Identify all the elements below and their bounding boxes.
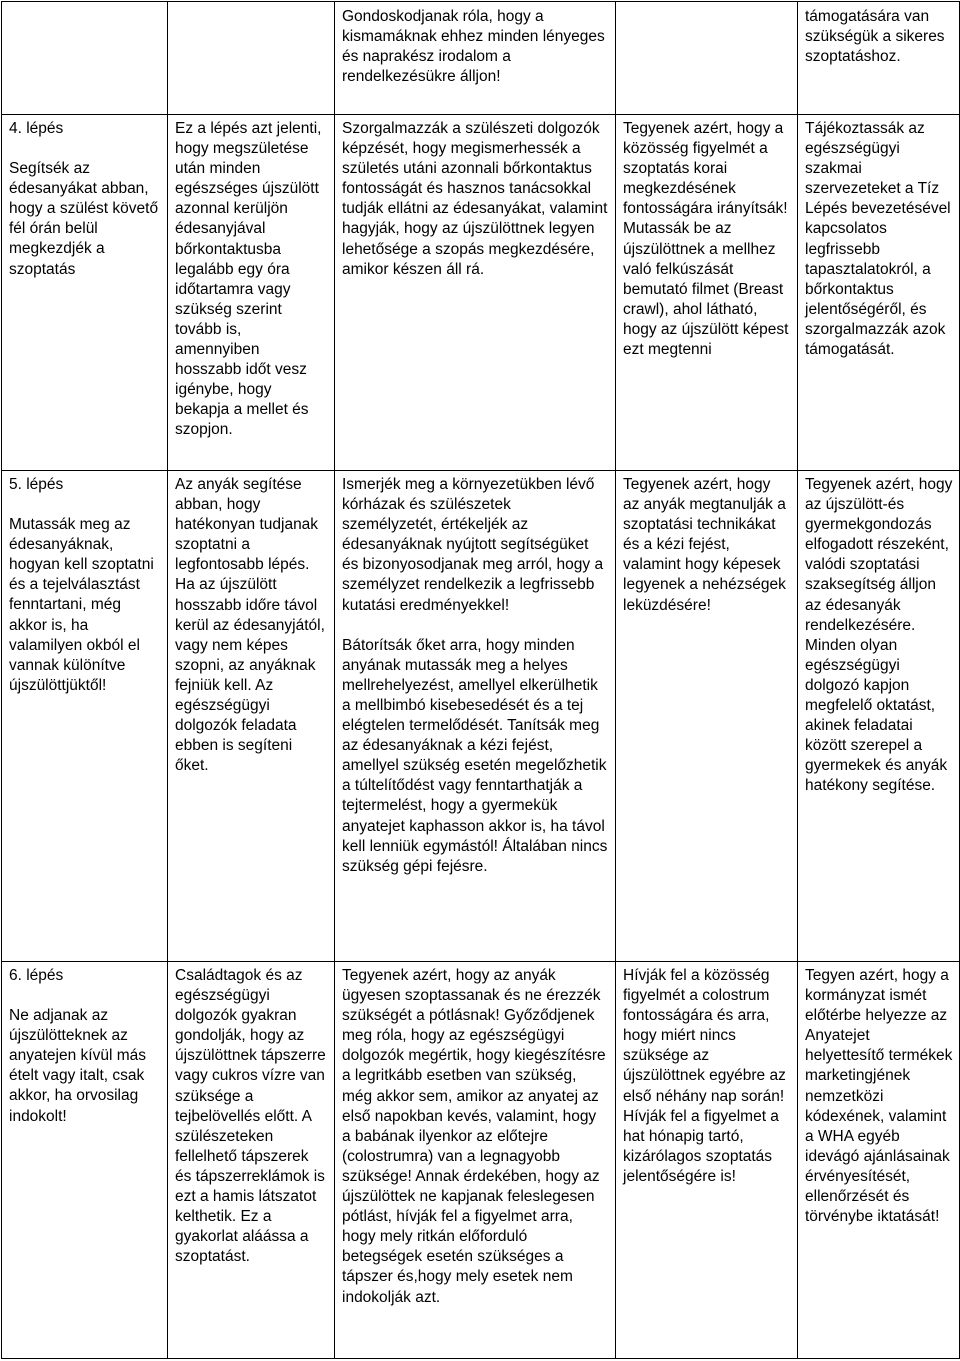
explanation-cell bbox=[168, 471, 335, 962]
step-cell bbox=[2, 962, 168, 1359]
policy-cell bbox=[798, 962, 960, 1359]
cell-paragraph: Ez a lépés azt jelenti, hogy megszületése után minden egészséges újszülött azonnal kerüljön édesanyjával bőrkontaktusba legalább egy óra időtartamra vagy szükség szerint tovább is, amennyiben hosszabb időt vesz igénybe, hogy bekapja a mellet és szopjon. bbox=[175, 120, 322, 439]
step-number: 5. lépés bbox=[9, 476, 64, 493]
action-cell bbox=[335, 2, 616, 115]
step-title: Segítsék az édesanyákat abban, hogy a szülést követő fél órán belül megkezdjék a szoptatás bbox=[9, 160, 159, 278]
action-cell bbox=[335, 962, 616, 1359]
cell-paragraph: Tegyenek azért, hogy az anyák ügyesen szoptassanak és ne érezzék szükségét a pótlásnak! Győződjenek meg róla, hogy az egészségügyi dolgozók megértik, hogy kiegészítésre a legritkább esetben van szükség, még akkor sem, amikor az anyatej az első napokban kevés, valamint, hogy a babának ilyenkor az előtejre (colostrumra) van a legnagyobb szüksége! Annak érdekében, hogy az újszülöttek ne kapjanak feleslegesen pótlást, hívják fel a figyelmet arra, hogy mely ritkán előforduló betegségek esetén szükséges a tápszer és,hogy mely esetek nem indokolják azt. bbox=[342, 967, 606, 1306]
step-cell bbox=[2, 471, 168, 962]
community-cell bbox=[616, 471, 798, 962]
cell-paragraph: Tegyenek azért, hogy az újszülött-és gyermekgondozás elfogadott részeként, valódi szoptatási szaksegítség álljon az édesanyák rendelkezésére. Minden olyan egészségügyi dolgozó kapjon megfelelő oktatást, akinek feladatai között szerepel a gyermekek és anyák hatékony segítése. bbox=[805, 476, 953, 795]
step-title: Ne adjanak az újszülötteknek az anyatejen kívül más ételt vagy italt, csak akkor, ha orvosilag indokolt! bbox=[9, 1007, 146, 1125]
community-cell bbox=[616, 115, 798, 471]
table-row bbox=[2, 2, 960, 115]
step-number: 6. lépés bbox=[9, 967, 64, 984]
cell-paragraph: Gondoskodjanak róla, hogy a kismamáknak ehhez minden lényeges és naprakész irodalom a rendelkezésükre álljon! bbox=[342, 8, 605, 86]
cell-paragraph: Tegyenek azért, hogy a közösség figyelmét a szoptatás korai megkezdésének fontosságára irányítsák! Mutassák be az újszülöttnek a mellhez való felkúszását bemutató filmet (Breast crawl), ahol látható, hogy az újszülött képest ezt megtenni bbox=[623, 120, 789, 359]
step-number: 4. lépés bbox=[9, 120, 64, 137]
policy-cell bbox=[798, 471, 960, 962]
explanation-cell bbox=[168, 2, 335, 115]
table-row bbox=[2, 115, 960, 471]
policy-cell bbox=[798, 2, 960, 115]
action-cell bbox=[335, 115, 616, 471]
step-cell bbox=[2, 2, 168, 115]
cell-paragraph: Tájékoztassák az egészségügyi szakmai szervezeteket a Tíz Lépés bevezetésével kapcsolatos legfrissebb tapasztalatokról, a bőrkontaktus jelentőségéről, és szorgalmazzák azok támogatását. bbox=[805, 120, 951, 359]
table-row bbox=[2, 471, 960, 962]
cell-paragraph: Családtagok és az egészségügyi dolgozók gyakran gondolják, hogy az újszülöttnek tápszerre vagy cukros vízre van szüksége a tejbelövellés előtt. A szülészeteken fellelhető tápszerek és tápszerreklámok is ezt a hamis látszatot kelthetik. Ez a gyakorlat aláássa a szoptatást. bbox=[175, 967, 326, 1266]
policy-cell bbox=[798, 115, 960, 471]
cell-paragraph: támogatására van szükségük a sikeres szoptatáshoz. bbox=[805, 8, 945, 66]
step-title: Mutassák meg az édesanyáknak, hogyan kell szoptatni és a tejelválasztást fenntartani, még akkor is, ha valamilyen okból el vannak különítve újszülöttjüktől! bbox=[9, 516, 154, 694]
explanation-cell bbox=[168, 115, 335, 471]
cell-paragraph: Hívják fel a közösség figyelmét a colostrum fontosságára és arra, hogy miért nincs szüksége az újszülöttnek egyébre az első néhány nap során! Hívják fel a figyelmet a hat hónapig tartó, kizárólagos szoptatás jelentőségére is! bbox=[623, 967, 786, 1185]
action-cell bbox=[335, 471, 616, 962]
community-cell bbox=[616, 962, 798, 1359]
breastfeeding-steps-table bbox=[1, 1, 960, 1359]
explanation-cell bbox=[168, 962, 335, 1359]
cell-paragraph: Bátorítsák őket arra, hogy minden anyának mutassák meg a helyes mellrehelyezést, amellyel elkerülhetik a mellbimbó kisebesedését és a tej elégtelen termelődését. Tanítsák meg az édesanyáknak a kézi fejést, amellyel szükség esetén megelőzhetik a túltelítődést vagy fenntarthatják a tejtermelést, hogy a gyermekük anyatejet kaphasson akkor is, ha távol kell lenniük egymástól! Általában nincs szükség gépi fejésre. bbox=[342, 636, 608, 875]
cell-paragraph: Szorgalmazzák a szülészeti dolgozók képzését, hogy megismerhessék a születés utáni azonnali bőrkontaktus fontosságát és hasznos tanácsokkal tudják ellátni az édesanyákat, valamint hagyják, hogy az újszülöttnek legyen lehetősége a szopás megkezdésére, amikor készen áll rá. bbox=[342, 120, 608, 278]
cell-paragraph: Ismerjék meg a környezetükben lévő kórházak és szülészetek személyzetét, értékeljék az édesanyáknak nyújtott segítségüket és bizonyosodjanak meg arról, hogy a személyzet rendelkezik a legfrissebb kutatási eredményekkel! bbox=[342, 476, 604, 614]
step-cell bbox=[2, 115, 168, 471]
cell-paragraph: Tegyenek azért, hogy az anyák megtanulják a szoptatási technikákat és a kézi fejést, valamint hogy képesek legyenek a nehézségek leküzdésére! bbox=[623, 476, 786, 614]
cell-paragraph: Tegyen azért, hogy a kormányzat ismét előtérbe helyezze az Anyatejet helyettesítő termékek marketingjének nemzetközi kódexének, valamint a WHA egyéb idevágó ajánlásainak érvényesítését, ellenőrzését és törvénybe iktatását! bbox=[805, 967, 953, 1226]
community-cell bbox=[616, 2, 798, 115]
cell-paragraph: Az anyák segítése abban, hogy hatékonyan tudjanak szoptatni a legfontosabb lépés. Ha az újszülött hosszabb időre távol kerül az édesanyjától, vagy nem képes szopni, az anyáknak fejniük kell. Az egészségügyi dolgozók feladata ebben is segíteni őket. bbox=[175, 476, 325, 775]
table-row bbox=[2, 962, 960, 1359]
